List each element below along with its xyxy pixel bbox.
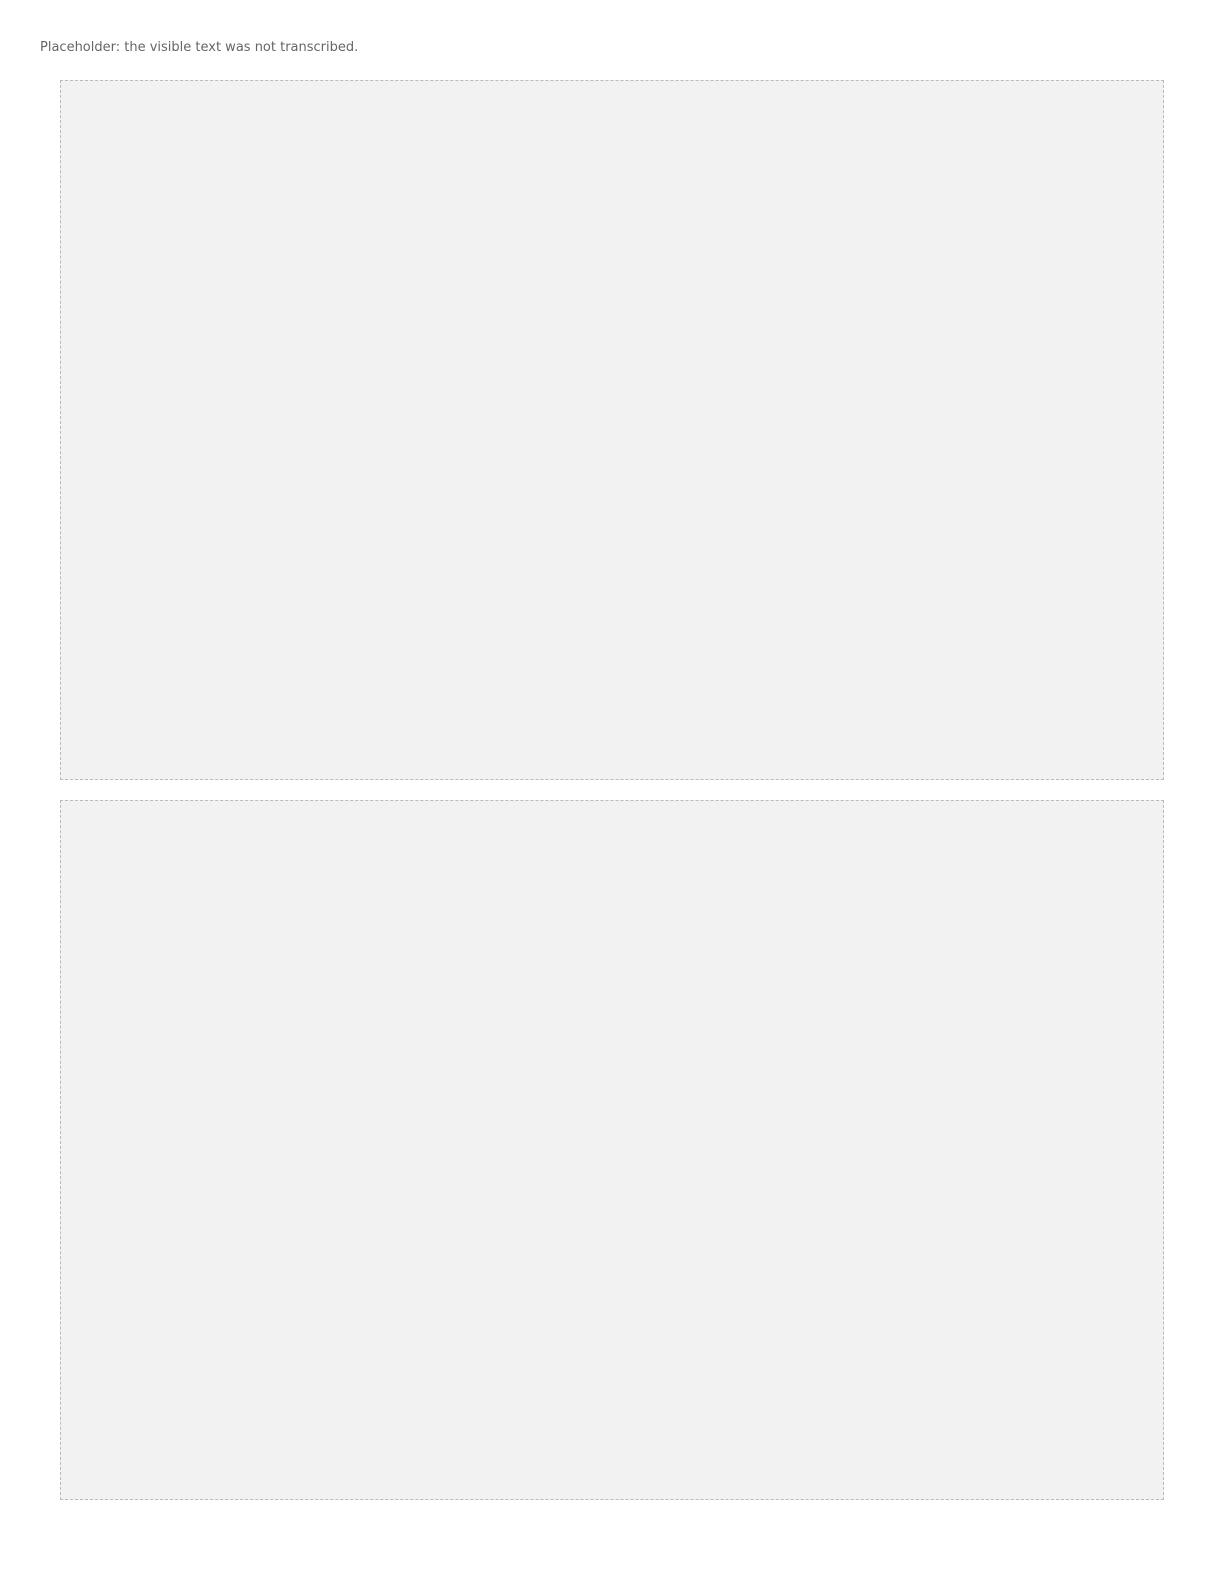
content-block-2 [60,800,1164,1500]
content-block-1 [60,80,1164,780]
placeholder-notice: Placeholder: the visible text was not transcribed. [40,40,359,55]
